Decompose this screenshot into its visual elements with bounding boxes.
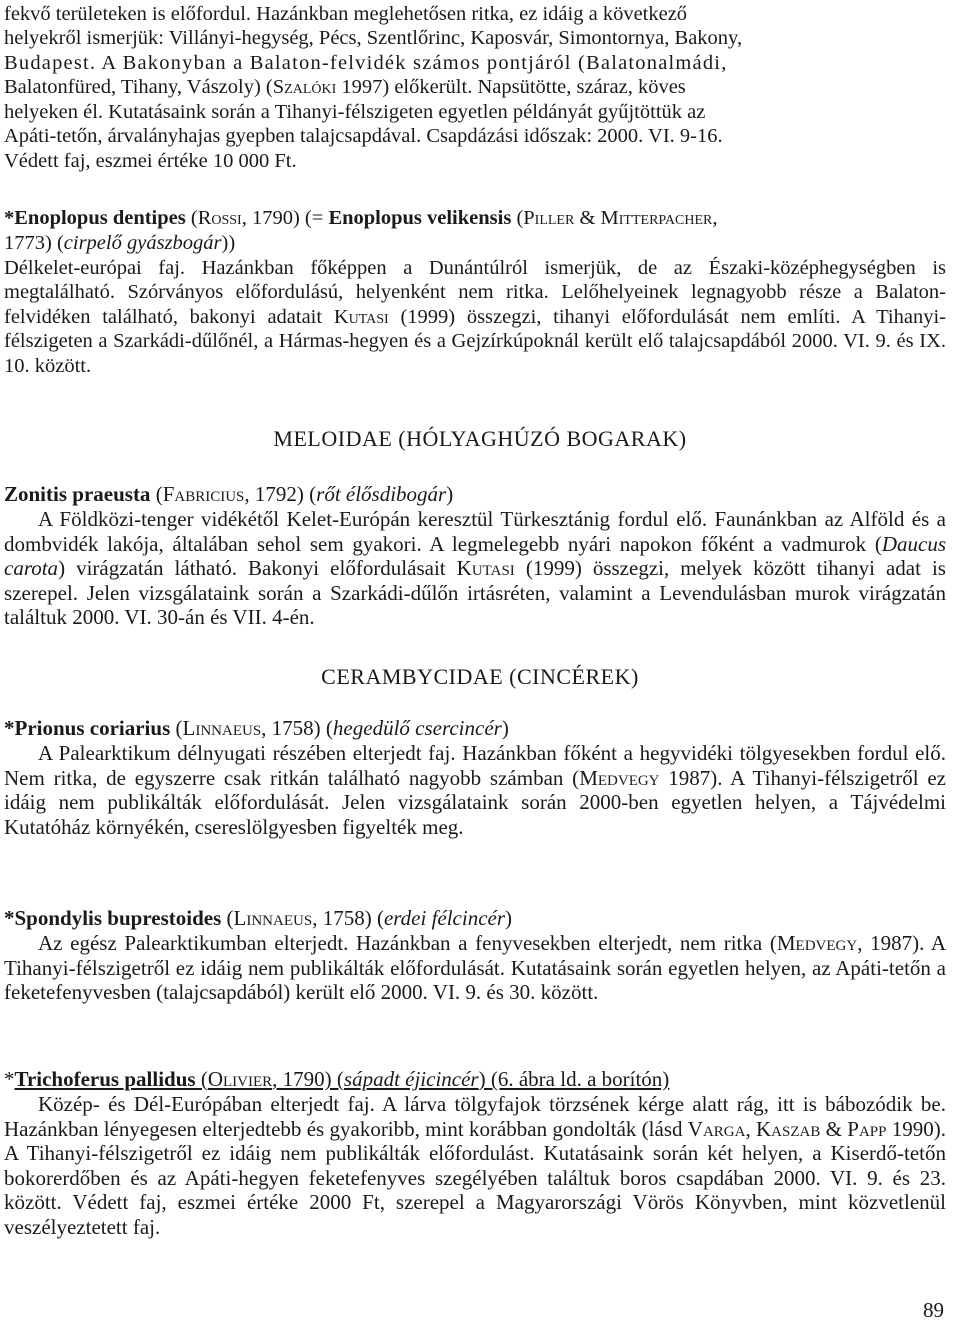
page-number: 89 xyxy=(923,1298,944,1322)
author-medvegy: Medvegy xyxy=(776,931,858,955)
intro-line-7: Védett faj, eszmei értéke 10 000 Ft. xyxy=(4,150,297,172)
star: * xyxy=(4,1067,15,1091)
year: , 1792) ( xyxy=(244,482,317,506)
species-name: Zonitis praeusta xyxy=(4,482,151,506)
intro-line-5: helyeken él. Kutatásaink során a Tihanyi-félszigeten egyetlen példányát gyűjtöttük az xyxy=(4,101,706,123)
body-text: (1999) összegzi, melyek között tihanyi adat is szerepel. Jelen vizsgálataink során a Szarkádi-dűlőn irtásréten, valamint a Levendulásban murok virágzatán találtuk 2000. VI. 30-án és VII. 4-én. xyxy=(4,556,946,630)
body-text: Délkelet-európai faj. Hazánkban főképpen a Dunántúlról ismerjük, de az Északi-középhegységben is megtalálható. Szórványos előfordulású, helyenként nem ritka. Lelőhelyeinek legnagyobb része a Balaton-felvidéken található, bakonyi adatait xyxy=(4,257,946,328)
body-text: , 1987). A Tihanyi-félszigetről ez idáig nem publikálták előfordulását. Kutatásaink során egyetlen helyen, az Apáti-tetőn a feketefenyvesben (talajcsapdából) került elő 2000. VI. 9. és 30. között. xyxy=(4,931,947,1005)
body-text: Közép- és Dél-Európában elterjedt faj. A lárva tölgyfajok törzsének kérge alatt rág, itt is bábozódik be. Hazánkban lényegesen elterjedtebb és gyakoribb, mint korábban gondolták (lásd xyxy=(4,1092,946,1141)
enoplopus-body xyxy=(4,256,946,378)
intro-line-1: fekvő területeken is előfordul. Hazánkban meglehetősen ritka, ez idáig a következő xyxy=(4,3,688,25)
intro-line-4 xyxy=(4,75,686,99)
author: Olivier xyxy=(207,1067,273,1091)
common-name: rőt élősdibogár xyxy=(316,482,447,506)
section-heading-cerambycidae: CERAMBYCIDAE (CINCÉREK) xyxy=(321,664,639,689)
enoplopus-header-2 xyxy=(4,231,235,255)
trichoferus-body xyxy=(4,1092,946,1240)
zonitis-header: Zonitis praeusta (Fabricius, 1792) (rőt élősdibogár) xyxy=(4,482,454,506)
author: Linnaeus xyxy=(182,716,262,740)
common-name: cirpelő gyászbogár xyxy=(63,232,222,254)
figure-ref: ) (6. ábra ld. a borítón) xyxy=(478,1067,670,1091)
intro-line-2: helyekről ismerjük: Villányi-hegység, Pécs, Szentlőrinc, Kaposvár, Simontornya, Bakony, xyxy=(4,27,743,49)
spondylis-header: *Spondylis buprestoides (Linnaeus, 1758) (erdei félcincér) xyxy=(4,906,513,930)
common-name: sápadt éjicincér xyxy=(343,1067,479,1091)
trichoferus-header xyxy=(4,1067,669,1091)
amp: & xyxy=(574,207,601,229)
year: , 1758) ( xyxy=(261,716,333,740)
author: Fabricius xyxy=(162,482,245,506)
author: Mitterpacher xyxy=(600,207,713,229)
year: , 1790) ( xyxy=(241,207,312,229)
year: , 1790) ( xyxy=(272,1067,344,1091)
enoplopus-header: *Enoplopus dentipes (Rossi, 1790) (= Enoplopus velikensis (Piller & Mitterpacher, xyxy=(4,207,718,229)
spondylis-body xyxy=(4,931,946,1005)
species-name: *Enoplopus dentipes xyxy=(4,207,186,229)
paren: )) xyxy=(221,232,236,254)
author-medvegy: Medvegy xyxy=(579,765,660,790)
author: Piller xyxy=(523,207,575,229)
equals: = xyxy=(311,207,329,229)
author: Linnaeus xyxy=(233,906,313,930)
common-name: erdei félcincér xyxy=(383,906,506,930)
body-text: ) virágzatán látható. Bakonyi előfordulásait xyxy=(58,556,457,581)
author: Rossi xyxy=(197,207,242,229)
body-text: A Földközi-tenger vidékétől Kelet-Európán keresztül Türkesztánig fordul elő. Faunánkban az Alföld és a dombvidék lakója, általában sehol sem gyakori. A legmelegebb nyári napokon főként a vadmurok ( xyxy=(4,507,946,556)
author-papp: Papp xyxy=(847,1116,887,1141)
body-text: 1990). A Tihanyi-félszigetről ez idáig nem publikálták előfordulást. Kutatásaink során két helyen, a Kiserdő-tetőn bokorerdőben és az Apáti-hegyen feketefenyves szegélyében találtuk boros csapdában 2000. VI. 9. és 23. között. Védett faj, eszmei értéke 2000 Ft, szerepel a Magyarországi Vörös Könyvben, mint közvetlenül veszélyeztetett faj. xyxy=(4,1116,946,1239)
year: 1773) ( xyxy=(4,232,64,254)
intro-line-4b: 1997) előkerült. Napsütötte, száraz, köves xyxy=(341,76,686,98)
comma: , xyxy=(745,1116,756,1141)
species-name: Trichoferus pallidus xyxy=(14,1067,196,1091)
common-name: hegedülő csercincér xyxy=(332,716,502,740)
amp: & xyxy=(820,1116,848,1141)
body-text: A Palearktikum délnyugati részében elterjedt faj. Hazánkban főként a hegyvidéki tölgyesekben fordul elő. Nem ritka, de egyszerre csak ritkán található nagyobb számban ( xyxy=(4,741,946,790)
author-szaloki: Szalóki xyxy=(272,76,337,98)
species-name: *Spondylis buprestoides xyxy=(4,906,222,930)
author-kutasi: Kutasi xyxy=(333,305,389,328)
intro-line-3: Budapest. A Bakonyban a Balaton-felvidék számos pontjáról (Balatonalmádi, xyxy=(4,52,728,74)
zonitis-body xyxy=(4,507,946,630)
intro-line-6: Apáti-tetőn, árvalányhajas gyepben talajcsapdával. Csapdázási időszak: 2000. VI. 9-16. xyxy=(4,125,723,147)
intro-line-4a: Balatonfüred, Tihany, Vászoly) ( xyxy=(4,76,273,98)
comma: , xyxy=(712,207,718,229)
author-varga: Varga xyxy=(687,1116,746,1141)
year: , 1758) ( xyxy=(312,906,384,930)
author-kutasi: Kutasi xyxy=(456,556,515,581)
body-text: (1999) összegzi, tihanyi előfordulását nem említi. A Tihanyi-félszigeten a Szarkádi-dűlőnél, a Hármas-hegyen és a Gejzírkúpoknál került elő talajcsapdából 2000. VI. 9. és IX. 10. között. xyxy=(4,305,946,377)
prionus-body xyxy=(4,741,946,839)
body-text: Az egész Palearktikumban elterjedt. Hazánkban a fenyvesekben elterjedt, nem ritka ( xyxy=(38,931,777,955)
header-underlined: (Olivier, 1790) (sápadt éjicincér) (6. ábra ld. a borítón) xyxy=(195,1067,670,1091)
body-text: 1987). A Tihanyi-félszigetről ez idáig nem publikálták előfordulását. Jelen vizsgálataink során 2000-ben egyetlen helyen, a Tájvédelmi Kutatóház környékén, csereslölgyesben figyelték meg. xyxy=(4,765,947,839)
synonym-name: Enoplopus velikensis xyxy=(328,207,512,229)
species-name: *Prionus coriarius xyxy=(4,716,171,740)
section-heading-meloidae: MELOIDAE (HÓLYAGHÚZÓ BOGARAK) xyxy=(273,426,687,451)
plant-name: Daucus carota xyxy=(4,531,946,581)
author-kaszab: Kaszab xyxy=(756,1116,821,1141)
prionus-header: *Prionus coriarius (Linnaeus, 1758) (hegedülő csercincér) xyxy=(4,716,509,740)
